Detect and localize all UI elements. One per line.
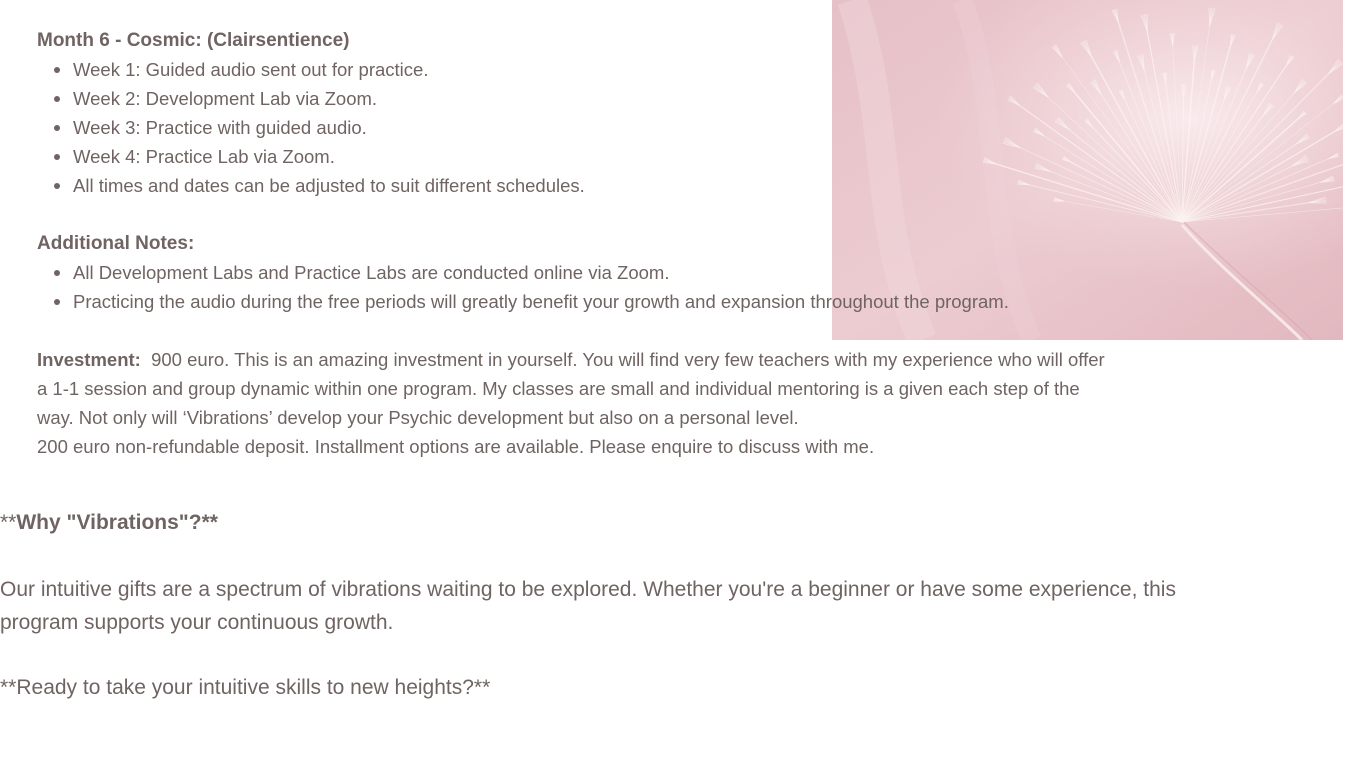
list-item: Week 3: Practice with guided audio.: [37, 113, 585, 142]
investment-line-1: [37, 345, 1105, 374]
deposit-line: 200 euro non-refundable deposit. Installment options are available. Please enquire to discuss with me.: [37, 436, 875, 457]
month6-title: Month 6 - Cosmic: (Clairsentience): [37, 30, 350, 51]
investment-label: Investment:: [37, 349, 141, 370]
list-item: All times and dates can be adjusted to suit different schedules.: [37, 171, 585, 200]
investment-line-2: a 1-1 session and group dynamic within one program. My classes are small and individual mentoring is a given each step of the: [37, 378, 1080, 399]
ready-line: **Ready to take your intuitive skills to new heights?**: [0, 676, 491, 699]
list-item: Week 2: Development Lab via Zoom.: [37, 84, 585, 113]
month6-section: [37, 26, 585, 200]
list-item: Week 1: Guided audio sent out for practice.: [37, 55, 585, 84]
investment-line-3: way. Not only will ‘Vibrations’ develop your Psychic development but also on a personal level.: [37, 407, 799, 428]
notes-list: [37, 258, 1009, 316]
intro-line-2: program supports your continuous growth.: [0, 611, 394, 634]
intro-line-1: Our intuitive gifts are a spectrum of vibrations waiting to be explored. Whether you're a beginner or have some experience, this: [0, 578, 1176, 601]
investment-section: [37, 345, 1105, 461]
why-title: Why "Vibrations"?**: [16, 511, 218, 534]
notes-title: Additional Notes:: [37, 233, 195, 254]
notes-section: [37, 229, 1009, 316]
list-item: Practicing the audio during the free periods will greatly benefit your growth and expansion throughout the program.: [37, 287, 1009, 316]
why-prefix: **: [0, 511, 17, 534]
list-item: All Development Labs and Practice Labs are conducted online via Zoom.: [37, 258, 1009, 287]
why-heading: [0, 508, 218, 538]
investment-text: 900 euro. This is an amazing investment in yourself. You will find very few teachers with my experience who will offer: [151, 349, 1105, 370]
month6-list: [37, 55, 585, 200]
intro-paragraph: [0, 573, 1176, 639]
list-item: Week 4: Practice Lab via Zoom.: [37, 142, 585, 171]
